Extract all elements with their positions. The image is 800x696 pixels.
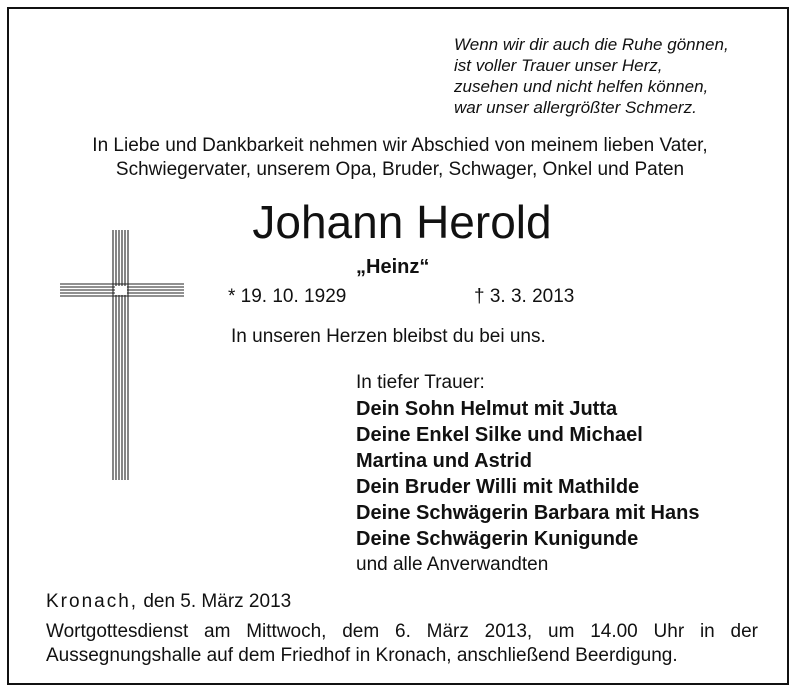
- service-info: [46, 620, 758, 668]
- mourners-heading: In tiefer Trauer:: [356, 372, 485, 393]
- mourner-entry: Deine Schwägerin Kunigunde: [356, 528, 639, 550]
- poem-line: zusehen und nicht helfen können,: [454, 77, 709, 96]
- deceased-name: Johann Herold: [252, 196, 552, 248]
- poem-line: ist voller Trauer unser Herz,: [454, 56, 663, 75]
- intro-line-1: In Liebe und Dankbarkeit nehmen wir Abschied von meinem lieben Vater,: [92, 135, 708, 156]
- mourner-entry: Dein Sohn Helmut mit Jutta: [356, 398, 618, 420]
- poem-line: Wenn wir dir auch die Ruhe gönnen,: [454, 35, 729, 54]
- cross-icon: [60, 230, 184, 480]
- mourner-entry: Deine Schwägerin Barbara mit Hans: [356, 502, 700, 524]
- mourner-entry: Deine Enkel Silke und Michael: [356, 424, 643, 446]
- mourner-entry: Martina und Astrid: [356, 450, 532, 472]
- deceased-nickname: „Heinz“: [356, 256, 430, 278]
- death-date: † 3. 3. 2013: [474, 286, 575, 307]
- intro-line-2: Schwiegervater, unserem Opa, Bruder, Schwager, Onkel und Paten: [115, 159, 685, 180]
- birth-date: * 19. 10. 1929: [228, 286, 347, 307]
- mourners-closing: und alle Anverwandten: [356, 554, 549, 575]
- mourners-list: [356, 370, 699, 578]
- motto: In unseren Herzen bleibst du bei uns.: [231, 326, 546, 347]
- mourner-entry: Dein Bruder Willi mit Mathilde: [356, 476, 640, 498]
- place-city: Kronach,: [46, 591, 139, 612]
- service-line-1: Wortgottesdienst am Mittwoch, dem 6. März 2013, um 14.00 Uhr in der: [46, 621, 758, 642]
- intro-text: [0, 134, 800, 182]
- poem-line: war unser allergrößter Schmerz.: [454, 98, 697, 117]
- service-line-2: Aussegnungshalle auf dem Friedhof in Kronach, anschließend Beerdigung.: [46, 645, 678, 666]
- place-date-text: den 5. März 2013: [143, 591, 292, 612]
- poem: [454, 34, 729, 118]
- place-date: [46, 591, 291, 613]
